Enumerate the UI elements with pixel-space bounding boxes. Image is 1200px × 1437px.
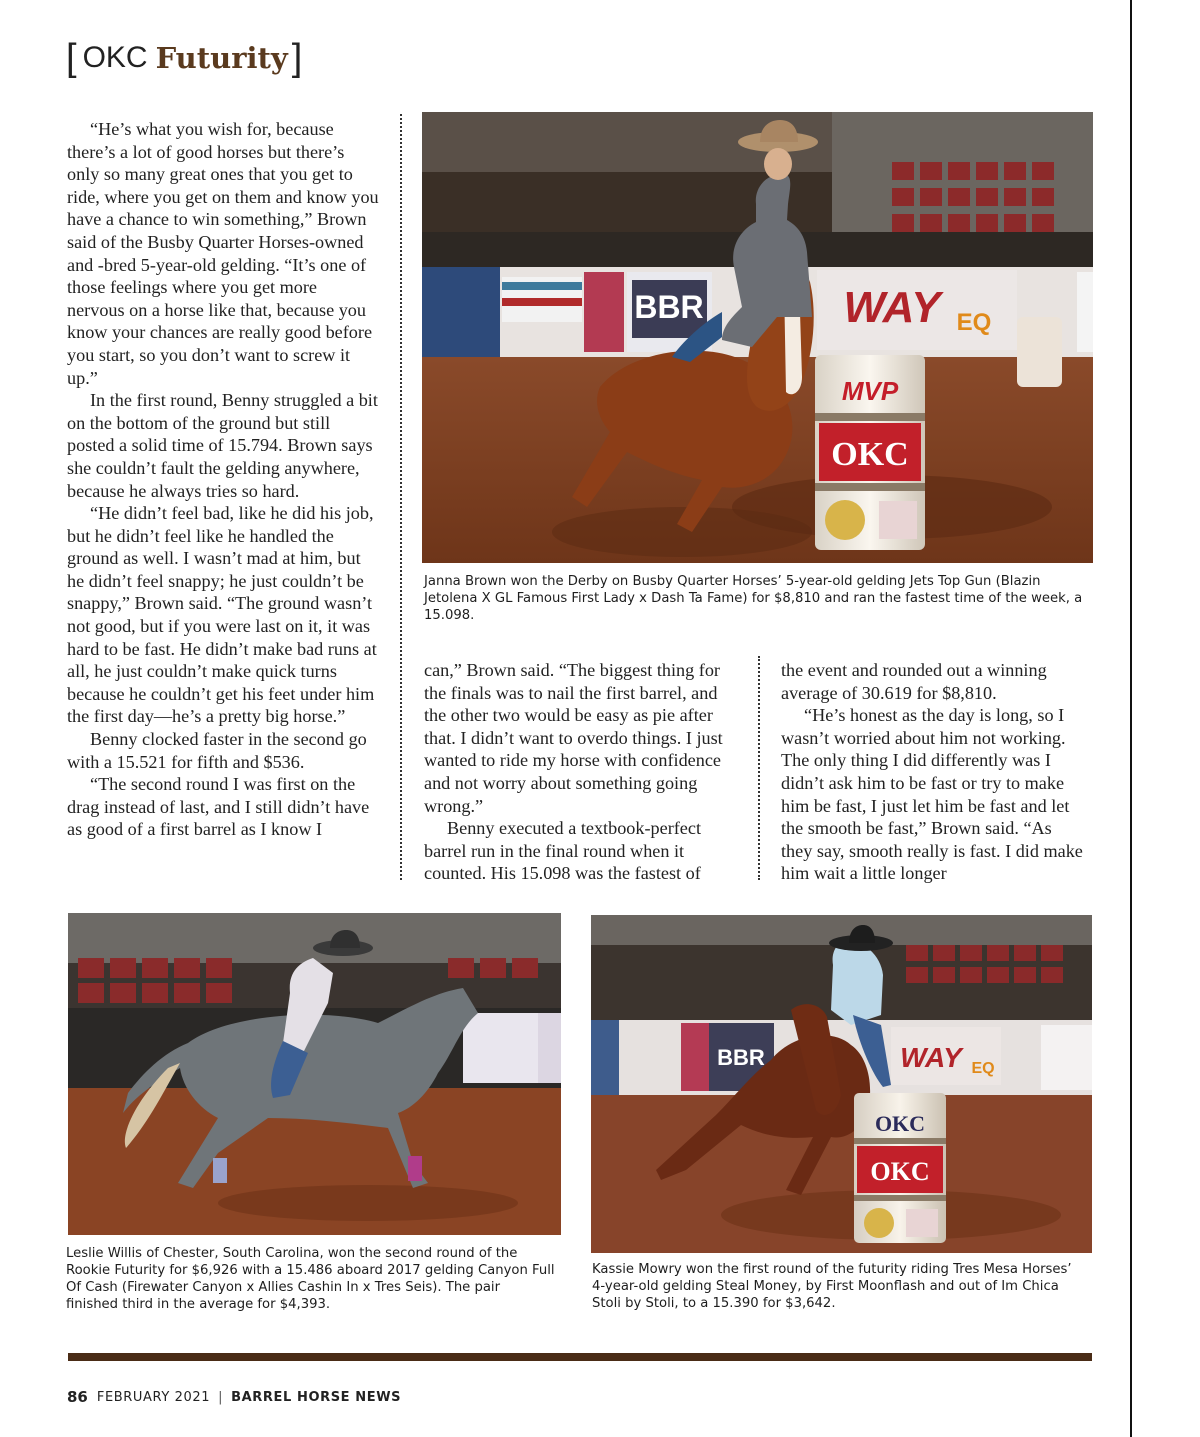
header-bracket-right: ]	[291, 37, 303, 79]
article-column-1	[67, 118, 379, 841]
barrel-okc-top-text: OKC	[874, 1111, 926, 1136]
issue-date: FEBRUARY 2021	[96, 1389, 211, 1405]
section-header	[66, 38, 302, 78]
banner-way-text-2: WAY	[900, 1042, 962, 1073]
header-futurity: Futurity	[155, 41, 288, 75]
banner-eq-text: EQ	[956, 309, 992, 336]
article-paragraph: “He’s what you wish for, because there’s a lot of good horses but there’s only so many great ones that you get to ride, where you get on them and know you have a chance to win something,” Brown said of the Busby Quarter Horses-owned and -bred 5-year-old gelding. “It’s one of those feelings where you get more nervous on a horse like that, because you know your chances are really good before you start, so you don’t want to screw it up.”	[67, 119, 379, 388]
photo-leslie-willis	[68, 913, 561, 1235]
page-footer	[67, 1387, 401, 1407]
header-okc: OKC	[82, 41, 148, 74]
banner-eq-text-2: EQ	[971, 1060, 995, 1077]
footer-rule	[68, 1353, 1092, 1361]
footer-separator: |	[218, 1389, 224, 1405]
banner-way-text: WAY	[843, 283, 941, 332]
article-paragraph: “He didn’t feel bad, like he did his job, but he didn’t feel like he handled the ground as well. I wasn’t mad at him, but he didn’t feel snappy; he just couldn’t be snappy,” Brown said. “The ground wasn’t not good, but if you were last on it, it was hard to be fast. He didn’t make bad runs at all, he just couldn’t make quick turns because he couldn’t get his feet under him the first day—he’s a pretty big horse.”	[67, 503, 377, 727]
page-number: 86	[67, 1388, 88, 1406]
barrel-okc-text: OKC	[831, 436, 909, 473]
column-divider	[758, 656, 760, 880]
page-edge-rule	[1130, 0, 1132, 1437]
column-divider	[400, 114, 402, 880]
photo-janna-brown	[422, 112, 1093, 563]
article-column-2	[424, 659, 740, 885]
banner-bbr-text: BBR	[634, 289, 704, 325]
article-paragraph: the event and rounded out a winning average of 30.619 for $8,810.	[781, 660, 1047, 703]
article-paragraph: In the first round, Benny struggled a bit on the bottom of the ground but still posted a solid time of 15.794. Brown says she couldn’t fault the gelding anywhere, because he always tries so hard.	[67, 390, 378, 501]
caption-janna-brown: Janna Brown won the Derby on Busby Quarter Horses’ 5-year-old gelding Jets Top Gun (Blazin Jetolena X GL Famous First Lady x Dash Ta Fame) for $8,810 and ran the fastest time of the week, a 15.098.	[424, 574, 1083, 623]
magazine-name: BARREL HORSE NEWS	[231, 1389, 402, 1405]
caption-kassie-mowry: Kassie Mowry won the first round of the futurity riding Tres Mesa Horses’ 4-year-old gelding Steal Money, by First Moonflash and out of Im Chica Stoli by Stoli, to a 15.390 for $3,642.	[592, 1262, 1072, 1311]
photo-kassie-mowry	[591, 915, 1092, 1253]
header-bracket-left: [	[66, 37, 77, 79]
barrel-okc-text-2: OKC	[870, 1157, 930, 1186]
article-paragraph: “He’s honest as the day is long, so I wasn’t worried about him not working. The only thing I did differently was I didn’t ask him to be fast or try to make him be fast, I just let him be fast and let the smooth be fast,” Brown said. “As they say, smooth really is fast. I did make him wait a little longer	[781, 705, 1083, 884]
caption-leslie-willis: Leslie Willis of Chester, South Carolina, won the second round of the Rookie Futurity for $6,926 with a 15.486 aboard 2017 gelding Canyon Full Of Cash (Firewater Canyon x Allies Cashin In x Tres Seis). The pair finished third in the average for $4,393.	[66, 1246, 555, 1312]
article-paragraph: “The second round I was first on the drag instead of last, and I still didn’t have as good of a first barrel as I know I	[67, 774, 370, 840]
article-paragraph: Benny executed a textbook-perfect barrel run in the final round when it counted. His 15.098 was the fastest of	[424, 818, 702, 884]
banner-bbr-text-2: BBR	[717, 1045, 765, 1070]
article-paragraph: can,” Brown said. “The biggest thing for the finals was to nail the first barrel, and the other two would be easy as pie after that. I didn’t want to overdo things. I just wanted to ride my horse with confidence and not worry about something going wrong.”	[424, 660, 723, 816]
barrel-mvp-text: MVP	[841, 376, 899, 406]
article-column-3	[781, 659, 1083, 885]
article-paragraph: Benny clocked faster in the second go with a 15.521 for fifth and $536.	[67, 729, 367, 772]
